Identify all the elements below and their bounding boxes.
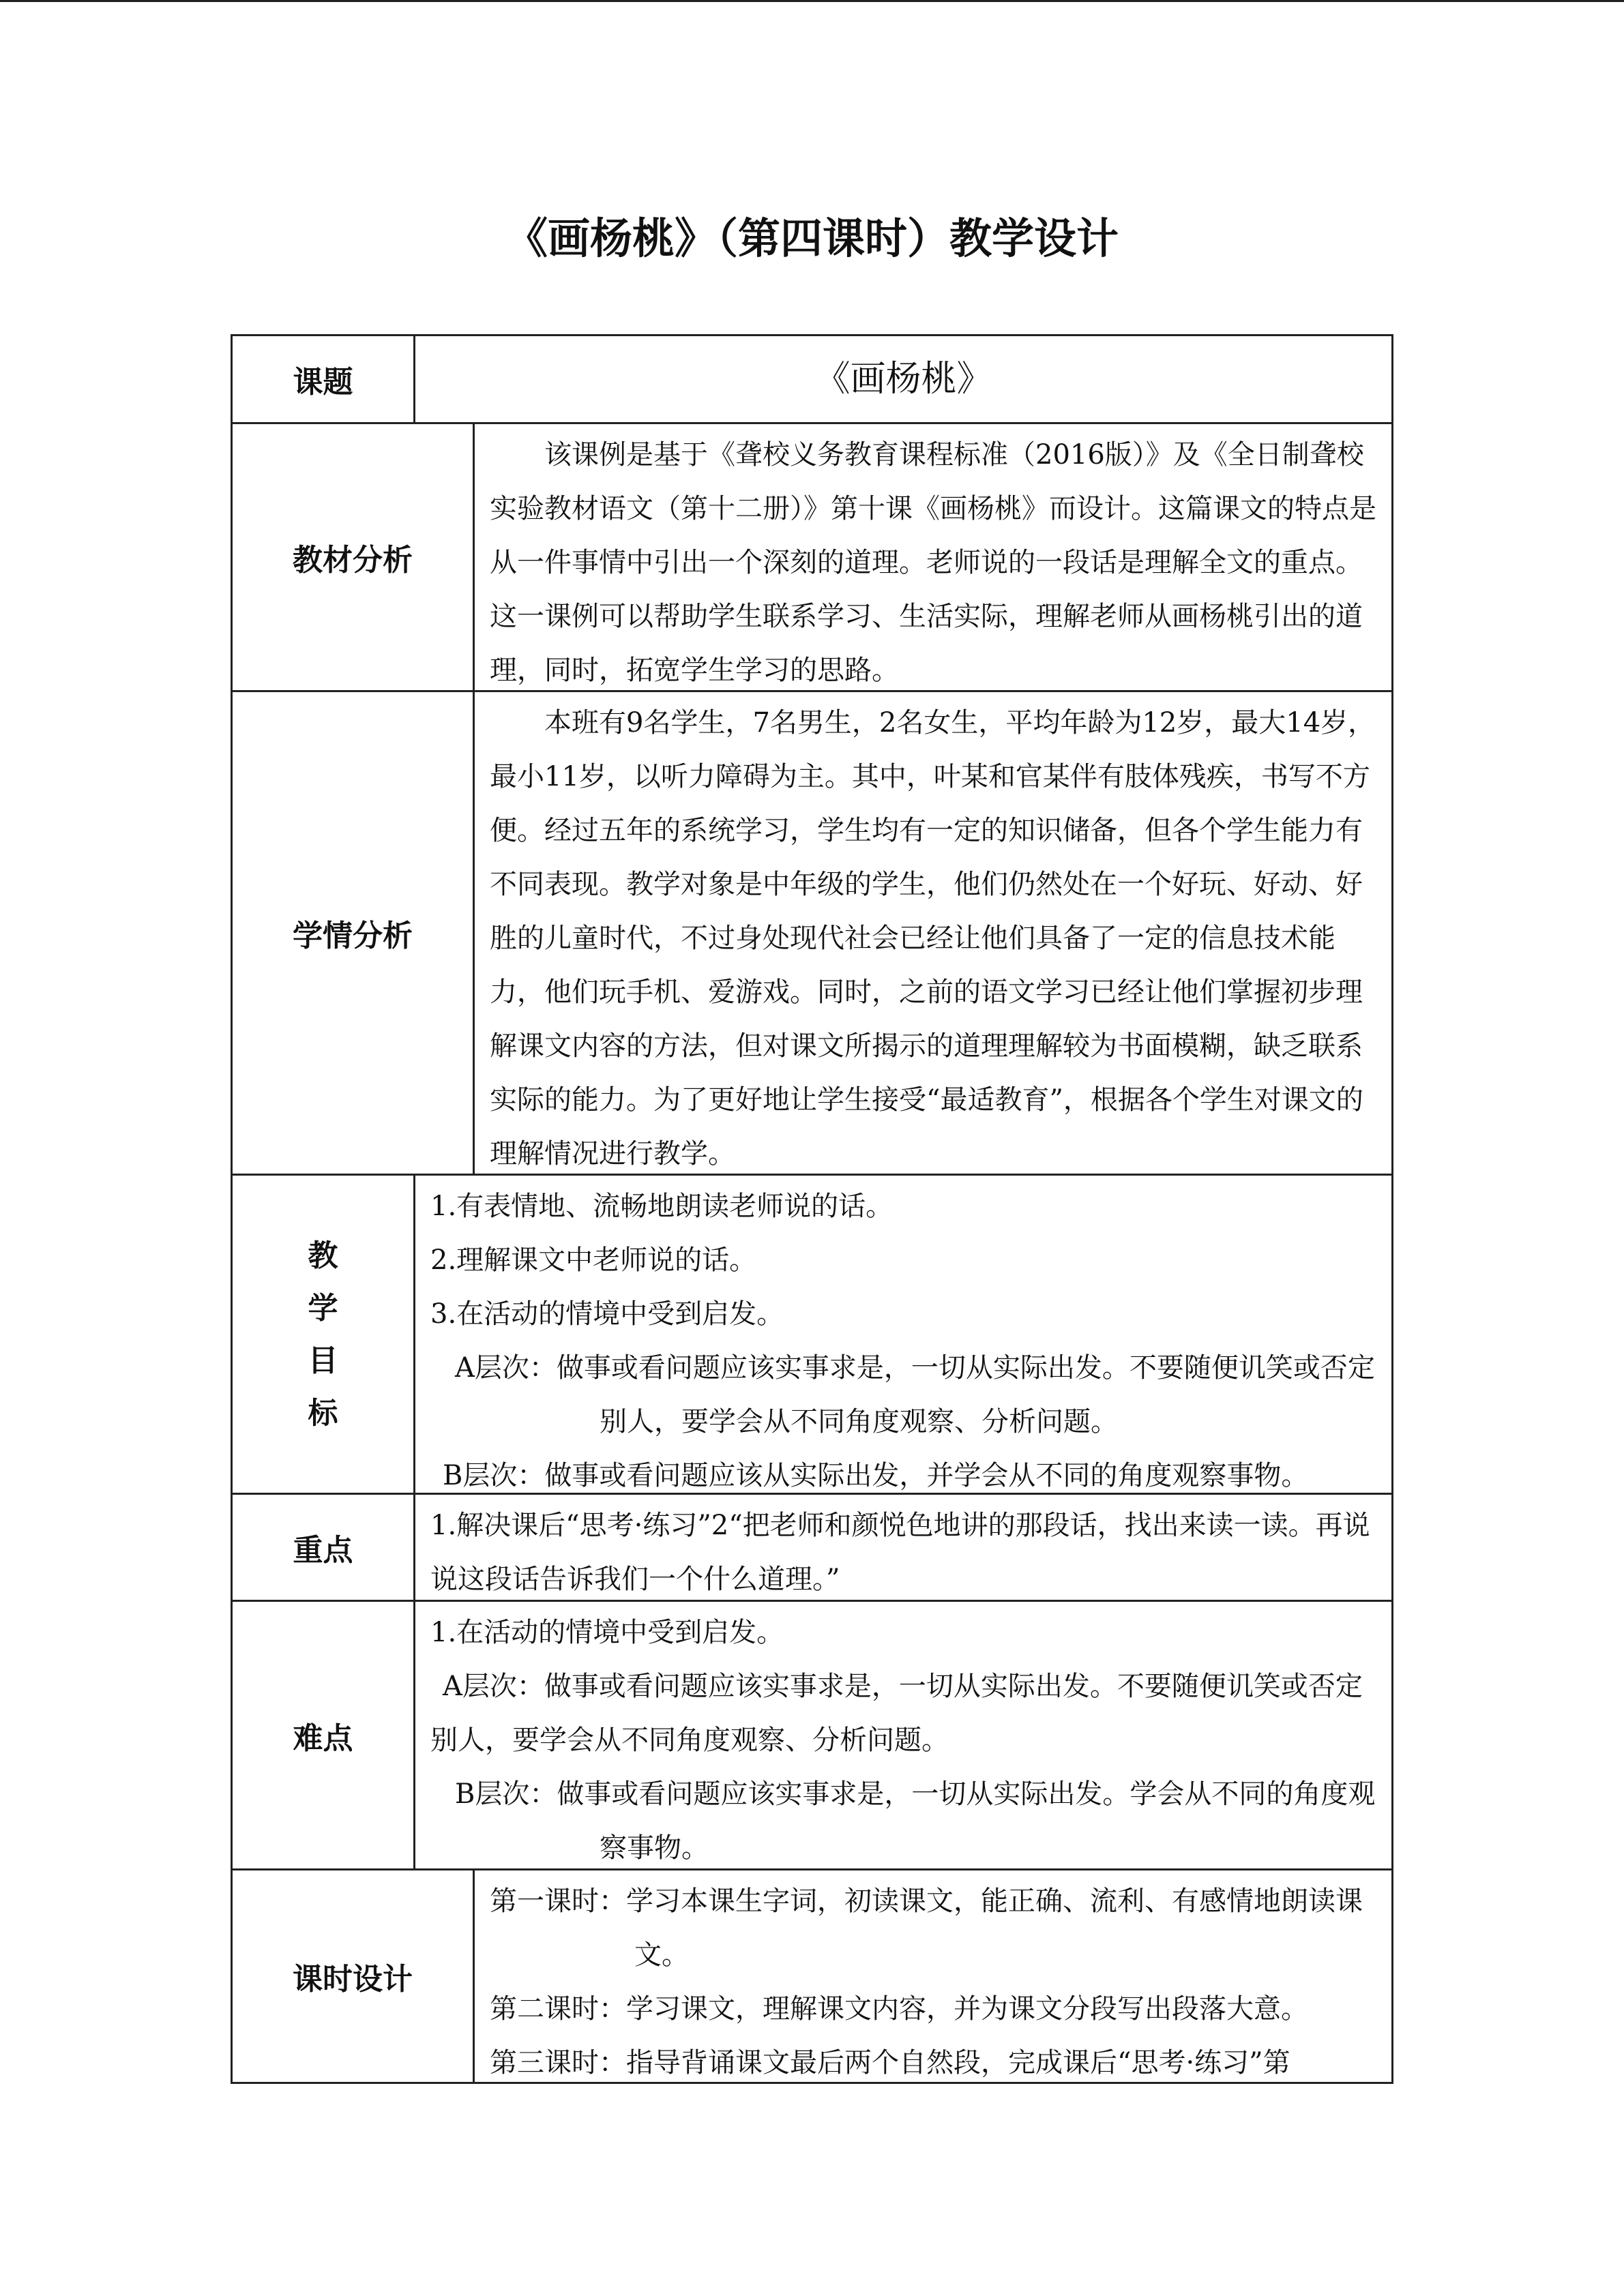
teaching-goals-label-char: 标 — [308, 1395, 338, 1431]
difficulties-cell — [415, 1602, 1391, 1868]
period-item: 第三课时：指导背诵课文最后两个自然段，完成课后“思考·练习”第 — [490, 2047, 1290, 2078]
document-title: 《画杨桃》（第四课时）教学设计 — [505, 213, 1119, 263]
table-row-material-analysis — [233, 422, 1391, 690]
difficulties-label: 难点 — [233, 1602, 415, 1868]
period-item: 第一课时：学习本课生字词，初读课文，能正确、流利、有感情地朗读课文。 — [490, 1885, 1363, 1971]
teaching-goal-item: 2.理解课文中老师说的话。 — [430, 1244, 757, 1276]
key-points-text: 1.解决课后“思考·练习”2“把老师和颜悦色地讲的那段话，找出来读一读。再说说这段话告诉我们一个什么道理。” — [430, 1510, 1370, 1595]
teaching-goals-cell — [415, 1176, 1391, 1493]
teaching-goals-label — [233, 1176, 415, 1493]
table-row-key-points — [233, 1493, 1391, 1600]
page-top-border — [0, 0, 1624, 2]
teaching-goal-level-a: A层次：做事或看问题应该实事求是，一切从实际出发。不要随便讥笑或否定别人，要学会从不同角度观察、分析问题。 — [455, 1352, 1375, 1437]
period-item: 第二课时：学习课文，理解课文内容，并为课文分段写出段落大意。 — [490, 1993, 1308, 2025]
student-analysis-label: 学情分析 — [233, 692, 475, 1174]
subject-value: 《画杨桃》 — [814, 358, 992, 400]
teaching-goals-label-char: 教 — [308, 1238, 338, 1273]
table-row-difficulties — [233, 1600, 1391, 1868]
period-design-cell — [475, 1870, 1391, 2082]
material-analysis-text: 该课例是基于《聋校义务教育课程标准（2016版）》及《全日制聋校实验教材语文（第十二册）》第十课《画杨桃》而设计。这篇课文的特点是从一件事情中引出一个深刻的道理。老师说的一段话是理解全文的重点。这一课例可以帮助学生联系学习、生活实际，理解老师从画杨桃引出的道理，同时，拓宽学生学习的思路。 — [490, 439, 1376, 686]
teaching-goals-label-char: 目 — [308, 1343, 338, 1378]
difficulty-item: 1.在活动的情境中受到启发。 — [430, 1617, 784, 1648]
teaching-goals-label-char: 学 — [308, 1290, 338, 1326]
difficulty-level-a: A层次：做事或看问题应该实事求是，一切从实际出发。不要随便讥笑或否定别人，要学会从不同角度观察、分析问题。 — [430, 1671, 1363, 1756]
student-analysis-cell — [475, 692, 1391, 1174]
key-points-label: 重点 — [233, 1495, 415, 1600]
table-row-subject — [233, 336, 1391, 422]
subject-label: 课题 — [233, 336, 415, 422]
teaching-goal-level-b: B层次：做事或看问题应该从实际出发，并学会从不同的角度观察事物。 — [443, 1460, 1309, 1491]
lesson-plan-table — [231, 334, 1393, 2084]
teaching-goal-item: 1.有表情地、流畅地朗读老师说的话。 — [430, 1191, 894, 1222]
material-analysis-cell — [475, 424, 1391, 690]
period-design-label: 课时设计 — [233, 1870, 475, 2082]
table-row-student-analysis — [233, 690, 1391, 1174]
material-analysis-label: 教材分析 — [233, 424, 475, 690]
difficulty-level-b: B层次：做事或看问题应该实事求是，一切从实际出发。学会从不同的角度观察事物。 — [455, 1778, 1376, 1864]
table-row-period-design — [233, 1868, 1391, 2082]
key-points-cell — [415, 1495, 1391, 1600]
teaching-goal-item: 3.在活动的情境中受到启发。 — [430, 1298, 784, 1330]
student-analysis-text: 本班有9名学生，7名男生，2名女生，平均年龄为12岁，最大14岁，最小11岁，以听力障碍为主。其中，叶某和官某伴有肢体残疾，书写不方便。经过五年的系统学习，学生均有一定的知识储备，但各个学生能力有不同表现。教学对象是中年级的学生，他们仍然处在一个好玩、好动、好胜的儿童时代，不过身处现代社会已经让他们具备了一定的信息技术能力，他们玩手机、爱游戏。同时，之前的语文学习已经让他们掌握初步理解课文内容的方法，但对课文所揭示的道理理解较为书面模糊，缺乏联系实际的能力。为了更好地让学生接受“最适教育”，根据各个学生对课文的理解情况进行教学。 — [490, 707, 1376, 1169]
table-row-teaching-goals — [233, 1174, 1391, 1493]
